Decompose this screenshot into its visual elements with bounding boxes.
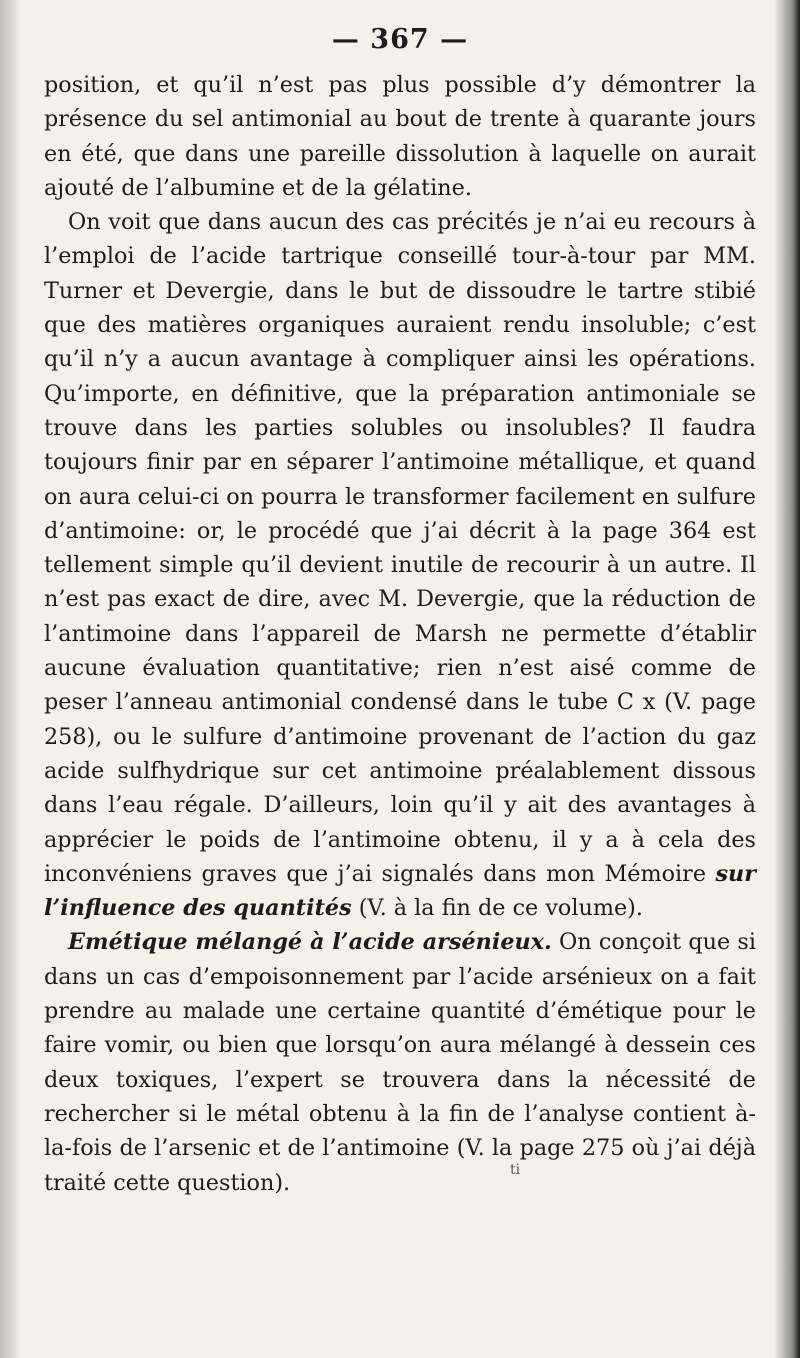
stray-ink-mark: ti [510, 1162, 521, 1178]
paragraph-body: On conçoit que si dans un cas d’empoisonnement par l’acide arsénieux on a fait prendre au malade une certaine quantité d’émétique pour le faire vomir, ou bien que lorsqu’on aura mélangé à dessein ces deux toxiques, l’expert se trouvera dans la nécessité de rechercher si le métal obtenu à la fin de l’analyse contient à-la-fois de l’arsenic et de l’antimoine (V. la page 275 où j’ai déjà traité cette question). [44, 929, 756, 1196]
page-edge-left [0, 0, 22, 1358]
paragraph-tartaric-acid [44, 205, 756, 925]
paragraph-continuation: position, et qu’il n’est pas plus possible d’y démontrer la présence du sel antimonial au bout de trente à quarante jours en été, que dans une pareille dissolution à laquelle on aurait ajouté de l’albumine et de la gélatine. [44, 72, 756, 201]
section-heading: Emétique mélangé à l’acide arsénieux. [68, 929, 552, 956]
book-page [44, 18, 756, 1200]
page-number: — 367 — [331, 24, 469, 55]
page-edge-right [774, 0, 800, 1358]
paragraph-tail: (V. à la fin de ce volume). [358, 895, 643, 922]
paragraph-body: On voit que dans aucun des cas précités je n’ai eu recours à l’emploi de l’acide tartrique conseillé tour-à-tour par MM. Turner et Devergie, dans le but de dissoudre le tartre stibié que des matières organiques auraient rendu insoluble; c’est qu’il n’y a aucun avantage à compliquer ainsi les opérations. Qu’importe, en définitive, que la préparation antimoniale se trouve dans les parties solubles ou insolubles? Il faudra toujours finir par en séparer l’antimoine métallique, et quand on aura celui-ci on pourra le transformer facilement en sulfure d’antimoine: or, le procédé que j’ai décrit à la page 364 est tellement simple qu’il devient inutile de recourir à un autre. Il n’est pas exact de dire, avec M. Devergie, que la réduction de l’antimoine dans l’appareil de Marsh ne permette d’établir aucune évaluation quantitative; rien n’est aisé comme de peser l’anneau antimonial condensé dans le tube C x (V. page 258), ou le sulfure d’antimoine provenant de l’action du gaz acide sulfhydrique sur cet antimoine préalablement dissous dans l’eau régale. D’ailleurs, loin qu’il y ait des avantages à apprécier le poids de l’antimoine obtenu, il y a à cela des inconvéniens graves que j’ai signalés dans mon Mémoire [44, 209, 756, 887]
memoir-title: sur l’influence des quantités [44, 860, 756, 922]
paragraph-emetic-arsenic [44, 925, 756, 1199]
